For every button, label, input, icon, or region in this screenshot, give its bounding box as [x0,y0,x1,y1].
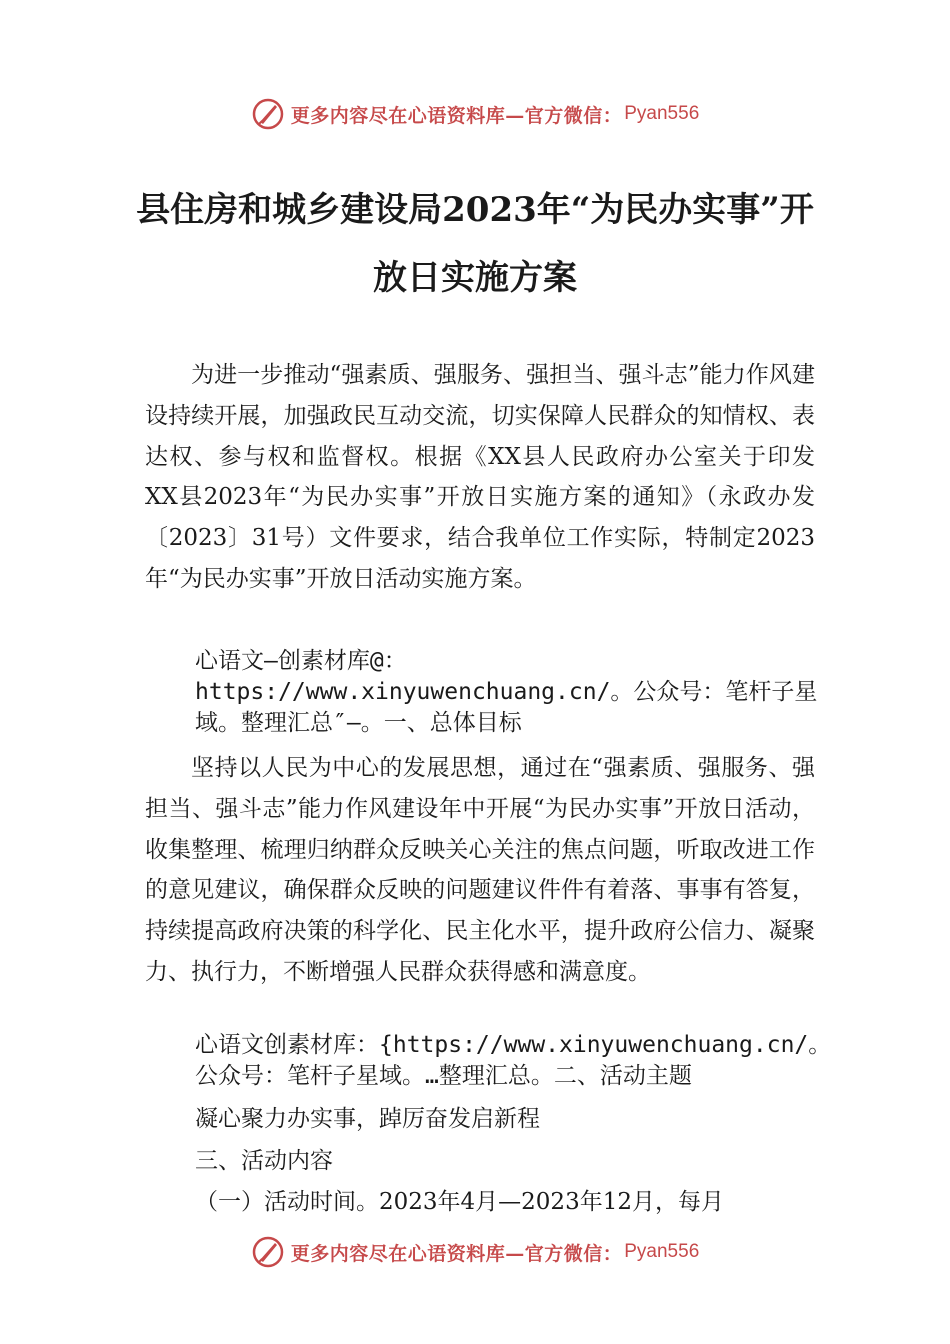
footer-banner [0,1232,950,1272]
banner-slogan: 更多内容尽在心语资料库—官方微信： [290,1242,623,1265]
watermark-note-2: 心语文创素材库：{https://www.xinyuwenchuang.cn/。公众号：笔杆子星域。…整理汇总。二、活动主题 [195,1032,832,1089]
quill-logo-icon [251,1235,285,1269]
banner-wechat-handle: Pyan556 [624,103,700,124]
banner-wechat-handle: Pyan556 [624,1241,700,1262]
watermark-note-1: 心语文—创素材库@：https://www.xinyuwenchuang.cn/。公众号：笔杆子星域。整理汇总″—。一、总体目标 [195,648,818,736]
quill-logo-icon [251,97,285,131]
activity-theme: 凝心聚力办实事，踔厉奋发启新程 [195,1106,540,1132]
goal-paragraph: 坚持以人民为中心的发展思想，通过在“强素质、强服务、强担当、强斗志”能力作风建设年中开展“为民办实事”开放日活动，收集整理、梳理归纳群众反映关心关注的焦点问题，听取改进工作的意见建议，确保群众反映的问题建议件件有着落、事事有答复，持续提高政府决策的科学化、民主化水平，提升政府公信力、凝聚力、执行力，不断增强人民群众获得感和满意度。 [145,755,815,985]
section-heading-content: 三、活动内容 [195,1148,333,1174]
banner-slogan: 更多内容尽在心语资料库—官方微信： [290,104,623,127]
document-title: 县住房和城乡建设局2023年“为民办实事”开放日实施方案 [136,190,814,298]
activity-time-item: （一）活动时间。2023年4月—2023年12月，每月 [195,1189,724,1215]
header-banner [0,94,950,134]
intro-paragraph: 为进一步推动“强素质、强服务、强担当、强斗志”能力作风建设持续开展，加强政民互动交流，切实保障人民群众的知情权、表达权、参与权和监督权。根据《XX县人民政府办公室关于印发 XX县2023年“为民办实事”开放日实施方案的通知》（永政办发〔2023〕31号）文件要求，结合我单位工作实际，特制定2023年“为民办实事”开放日活动实施方案。 [145,362,815,592]
